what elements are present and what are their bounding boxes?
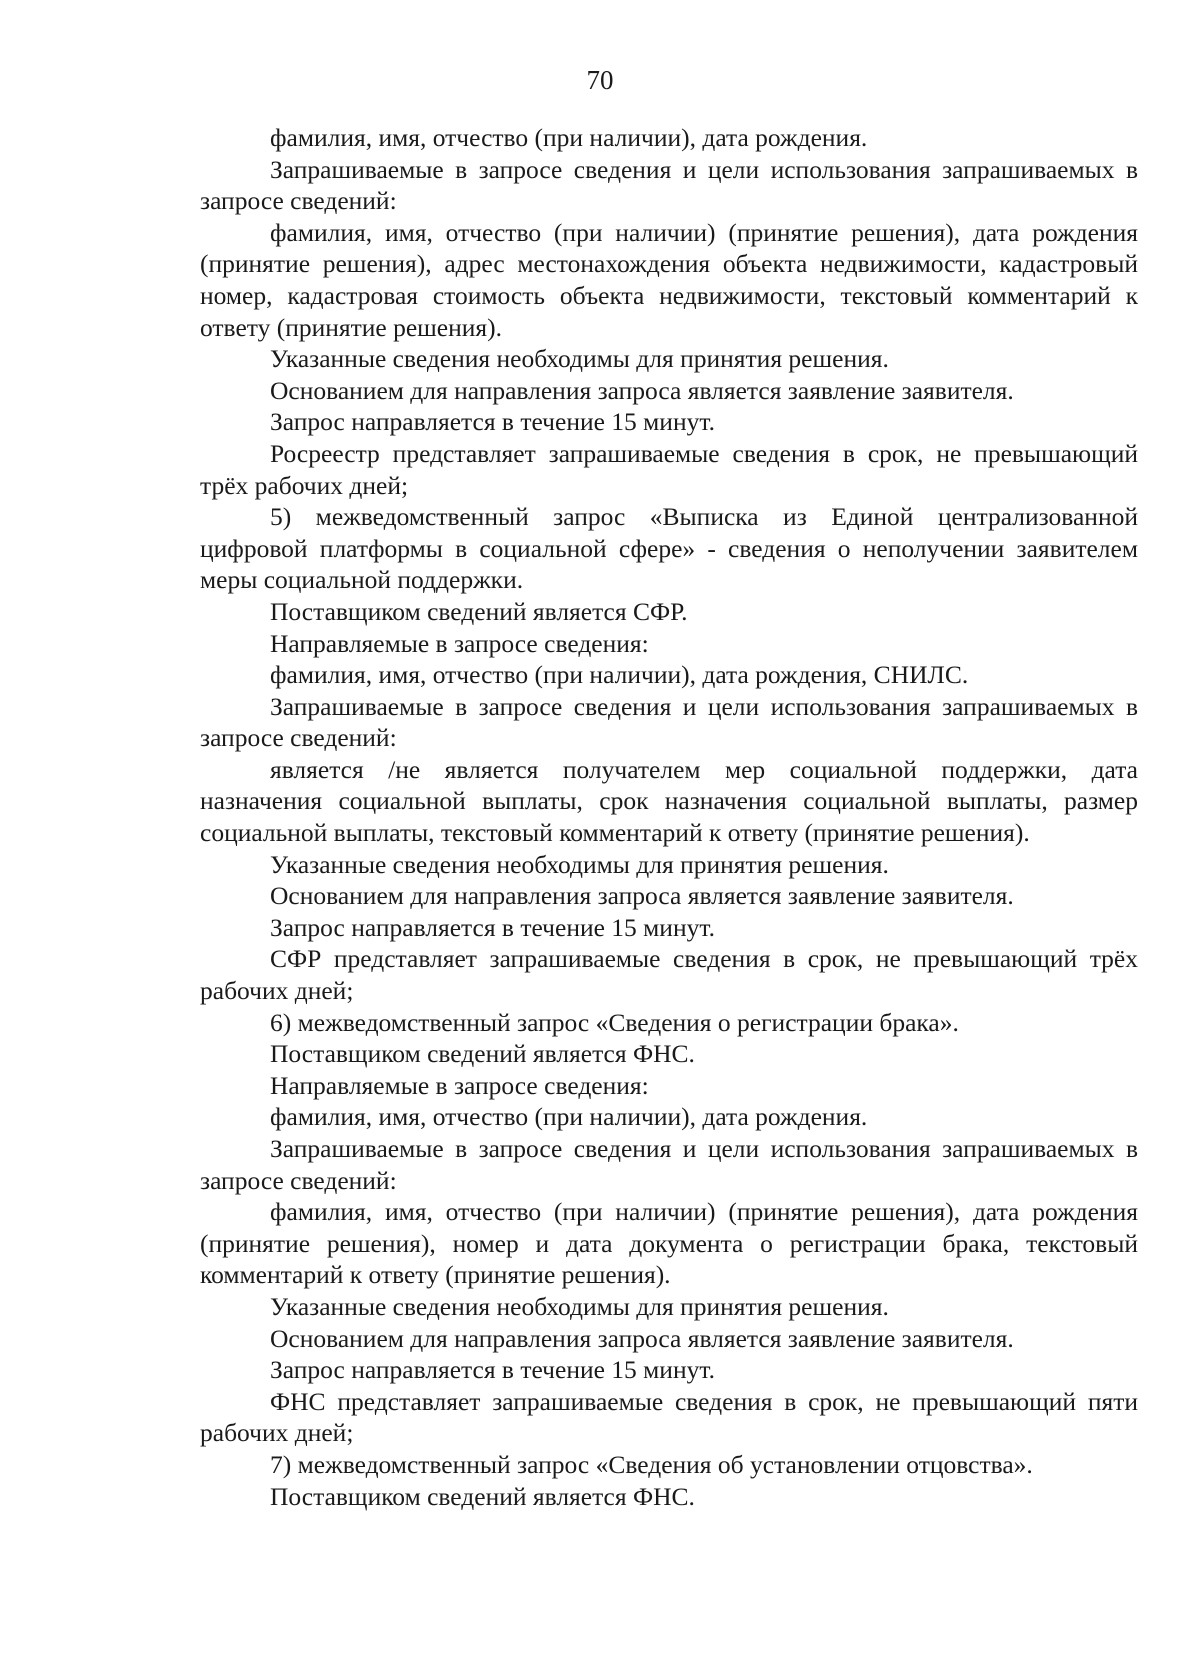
paragraph: Запрашиваемые в запросе сведения и цели использования запрашиваемых в запросе сведений: bbox=[200, 691, 1138, 753]
paragraph: Указанные сведения необходимы для принятия решения. bbox=[270, 1291, 889, 1321]
paragraph: Основанием для направления запроса является заявление заявителя. bbox=[270, 1323, 1014, 1353]
paragraph: фамилия, имя, отчество (при наличии), дата рождения. bbox=[270, 123, 868, 152]
paragraph: 7) межведомственный запрос «Сведения об установлении отцовства». bbox=[270, 1449, 1033, 1479]
paragraph: Основанием для направления запроса является заявление заявителя. bbox=[270, 375, 1014, 405]
paragraph: фамилия, имя, отчество (при наличии) (принятие решения), дата рождения (принятие решения), номер и дата документа о регистрации брака, текстовый комментарий к ответу (принятие решения). bbox=[200, 1197, 1138, 1290]
paragraph: СФР представляет запрашиваемые сведения в срок, не превышающий трёх рабочих дней; bbox=[200, 944, 1138, 1006]
paragraph: Росреестр представляет запрашиваемые сведения в срок, не превышающий трёх рабочих дней; bbox=[200, 438, 1138, 500]
paragraph: Запрашиваемые в запросе сведения и цели использования запрашиваемых в запросе сведений: bbox=[200, 1134, 1138, 1195]
paragraph: ФНС представляет запрашиваемые сведения в срок, не превышающий пяти рабочих дней; bbox=[200, 1386, 1138, 1448]
paragraph: Указанные сведения необходимы для принятия решения. bbox=[270, 849, 889, 879]
paragraph: Запрос направляется в течение 15 минут. bbox=[270, 407, 715, 437]
paragraph: фамилия, имя, отчество (при наличии), дата рождения, СНИЛС. bbox=[270, 660, 969, 690]
paragraph: 5) межведомственный запрос «Выписка из Единой централизованной цифровой платформы в социальной сфере» - сведения о неполучении заявителем меры социальной поддержки. bbox=[200, 502, 1138, 595]
paragraph: Запрос направляется в течение 15 минут. bbox=[270, 1355, 715, 1385]
paragraph: Поставщиком сведений является ФНС. bbox=[270, 1481, 695, 1511]
paragraph: Запрашиваемые в запросе сведения и цели использования запрашиваемых в запросе сведений: bbox=[200, 154, 1138, 216]
paragraph: 6) межведомственный запрос «Сведения о регистрации брака». bbox=[270, 1007, 959, 1037]
paragraph: Поставщиком сведений является ФНС. bbox=[270, 1039, 695, 1069]
page-number: 70 bbox=[586, 65, 614, 95]
paragraph: Направляемые в запросе сведения: bbox=[270, 1070, 649, 1100]
paragraph: Запрос направляется в течение 15 минут. bbox=[270, 912, 715, 942]
document-body bbox=[200, 122, 1138, 1512]
paragraph: Основанием для направления запроса является заявление заявителя. bbox=[270, 881, 1014, 911]
paragraph: Поставщиком сведений является СФР. bbox=[270, 596, 688, 626]
paragraph: Направляемые в запросе сведения: bbox=[270, 628, 649, 658]
paragraph: фамилия, имя, отчество (при наличии), дата рождения. bbox=[270, 1102, 868, 1132]
paragraph: фамилия, имя, отчество (при наличии) (принятие решения), дата рождения (принятие решения), адрес местонахождения объекта недвижимости, кадастровый номер, кадастровая стоимость объекта недвижимости, текстовый комментарий к ответу (принятие решения). bbox=[200, 217, 1138, 342]
paragraph: является /не является получателем мер социальной поддержки, дата назначения социальной выплаты, срок назначения социальной выплаты, размер социальной выплаты, текстовый комментарий к ответу (принятие решения). bbox=[200, 754, 1138, 848]
paragraph: Указанные сведения необходимы для принятия решения. bbox=[270, 344, 889, 374]
